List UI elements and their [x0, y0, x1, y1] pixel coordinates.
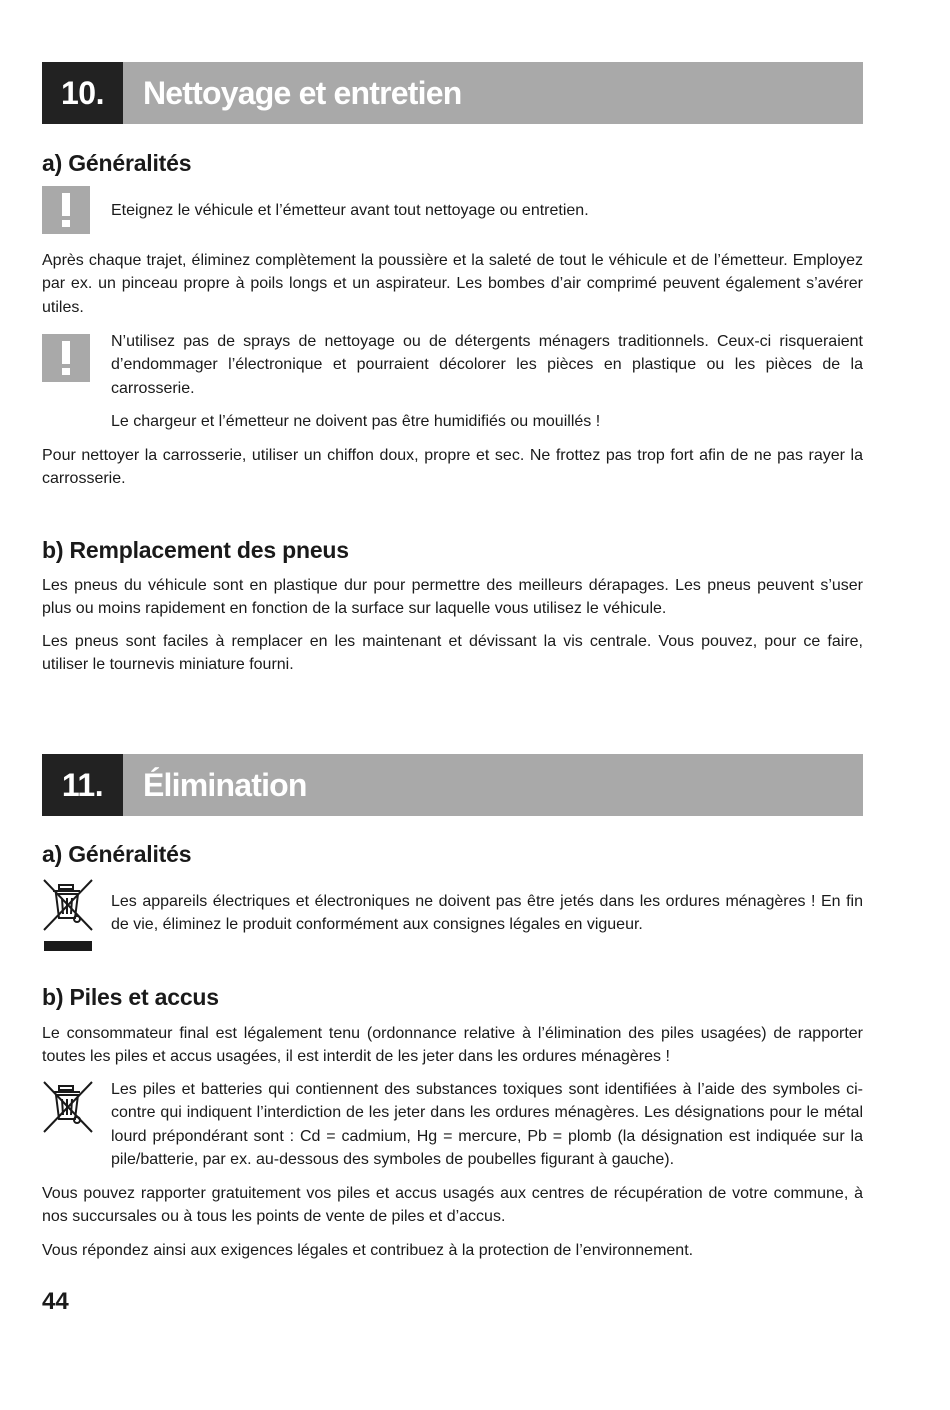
- battery-text: Les piles et batteries qui contiennent des substances toxiques sont identifiées à l’aide des symboles ci-contre qui indiquent l’interdiction de les jeter dans les ordures ménagères. Les désignations pour le métal lourd prépondérant sont : Cd = cadmium, Hg = mercure, Pb = plomb (la désignation est indiquée sur la pile/batterie, par ex. au-dessous des symboles de poubelles figurant à gauche).: [111, 1081, 863, 1169]
- chapter-header-11: [42, 754, 863, 816]
- chapter-number: 11.: [42, 754, 123, 816]
- section-heading-generalites: a) Généralités: [42, 150, 192, 176]
- paragraph: Vous répondez ainsi aux exigences légales et contribuez à la protection de l’environnement.: [42, 1242, 694, 1259]
- chapter-header-10: [42, 62, 863, 124]
- exclamation-warning-icon: [42, 334, 90, 382]
- paragraph: Le consommateur final est légalement tenu (ordonnance relative à l’élimination des piles usagées) de rapporter toutes les piles et accus usagées, il est interdit de les jeter dans les ordures ménagères !: [42, 1025, 863, 1066]
- warning-text: Le chargeur et l’émetteur ne doivent pas être humidifiés ou mouillés !: [111, 413, 601, 430]
- section-heading-piles: b) Piles et accus: [42, 984, 219, 1010]
- paragraph: Vous pouvez rapporter gratuitement vos piles et accus usagés aux centres de récupération de votre commune, à nos succursales ou à tous les points de vente de piles et d’accus.: [42, 1185, 863, 1226]
- crossed-out-bin-icon: [42, 878, 94, 953]
- exclamation-warning-icon: [42, 186, 90, 234]
- chapter-title: Nettoyage et entretien: [123, 62, 863, 124]
- paragraph: Les pneus sont faciles à remplacer en les maintenant et dévissant la vis centrale. Vous pouvez, pour ce faire, utiliser le tournevis miniature fourni.: [42, 633, 863, 674]
- section-heading-pneus: b) Remplacement des pneus: [42, 537, 349, 563]
- weee-text: Les appareils électriques et électroniques ne doivent pas être jetés dans les ordures ménagères ! En fin de vie, éliminez le produit conformément aux consignes légales en vigueur.: [111, 893, 863, 934]
- warning-text: Eteignez le véhicule et l’émetteur avant tout nettoyage ou entretien.: [111, 202, 589, 219]
- page-number: 44: [42, 1288, 69, 1315]
- paragraph: Après chaque trajet, éliminez complètement la poussière et la saleté de tout le véhicule et de l’émetteur. Employez par ex. un pinceau propre à poils longs et un aspirateur. Les bombes d’air comprimé peuvent également s’avérer utiles.: [42, 252, 863, 316]
- crossed-out-bin-icon: [42, 1080, 94, 1134]
- section-heading-generalites: a) Généralités: [42, 841, 192, 867]
- warning-text: N’utilisez pas de sprays de nettoyage ou de détergents ménagers traditionnels. Ceux-ci risqueraient d’endommager l’électronique et pourraient décolorer les pièces en plastique ou les pièces de la carrosserie.: [111, 333, 863, 397]
- chapter-title: Élimination: [123, 754, 863, 816]
- chapter-number: 10.: [42, 62, 123, 124]
- paragraph: Les pneus du véhicule sont en plastique dur pour permettre des meilleurs dérapages. Les pneus peuvent s’user plus ou moins rapidement en fonction de la surface sur laquelle vous utilisez le véhicule.: [42, 577, 863, 618]
- paragraph: Pour nettoyer la carrosserie, utiliser un chiffon doux, propre et sec. Ne frottez pas trop fort afin de ne pas rayer la carrosserie.: [42, 447, 863, 488]
